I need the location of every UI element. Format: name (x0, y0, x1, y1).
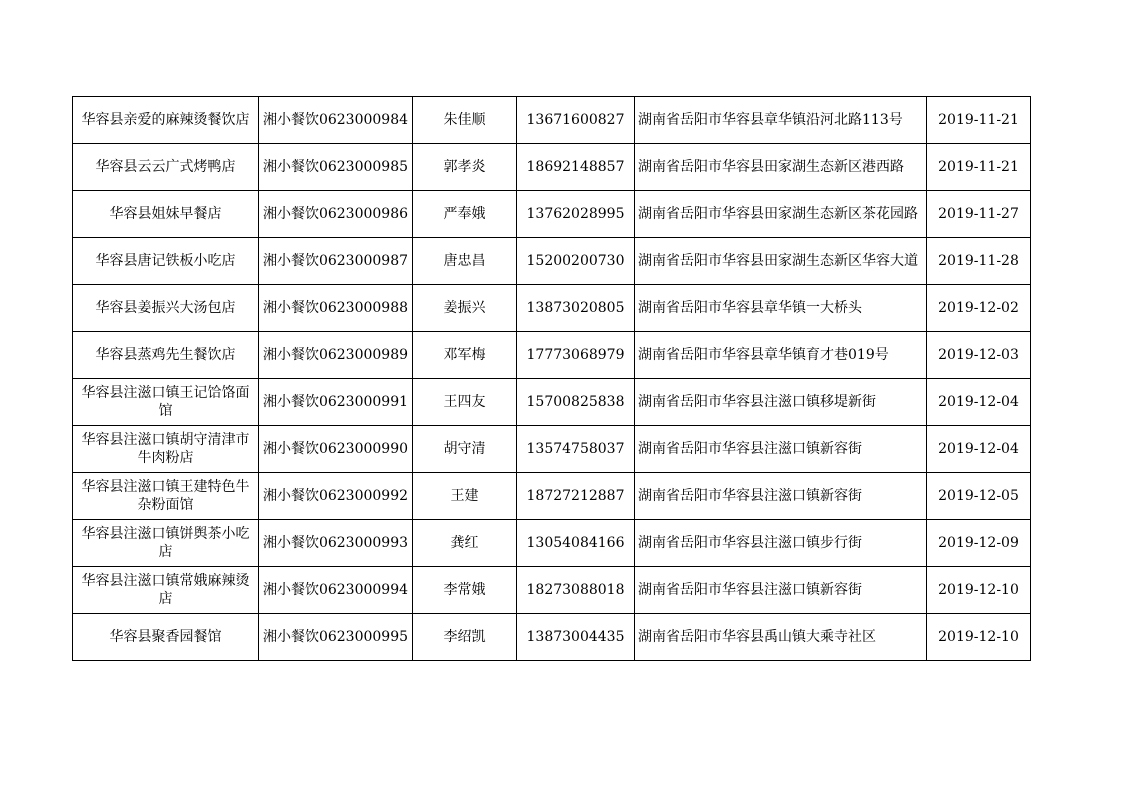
business-name-cell: 华容县云云广式烤鸭店 (73, 144, 259, 191)
table-row (73, 285, 1031, 332)
owner-name-cell: 郭孝炎 (413, 144, 517, 191)
phone-cell: 13574758037 (517, 426, 635, 473)
table-row (73, 567, 1031, 614)
owner-name-cell: 朱佳顺 (413, 97, 517, 144)
license-number-cell: 湘小餐饮0623000984 (259, 97, 413, 144)
table-row (73, 520, 1031, 567)
records-table-body (73, 97, 1031, 661)
owner-name-cell: 唐忠昌 (413, 238, 517, 285)
business-name-cell: 华容县姜振兴大汤包店 (73, 285, 259, 332)
business-name-cell: 华容县聚香园餐馆 (73, 614, 259, 661)
table-row (73, 97, 1031, 144)
date-cell: 2019-12-04 (927, 426, 1031, 473)
business-name-cell: 华容县亲爱的麻辣烫餐饮店 (73, 97, 259, 144)
date-cell: 2019-12-04 (927, 379, 1031, 426)
table-row (73, 238, 1031, 285)
license-number-cell: 湘小餐饮0623000993 (259, 520, 413, 567)
license-number-cell: 湘小餐饮0623000995 (259, 614, 413, 661)
business-name-cell: 华容县注滋口镇饼舆茶小吃店 (73, 520, 259, 567)
license-number-cell: 湘小餐饮0623000991 (259, 379, 413, 426)
address-cell: 湖南省岳阳市华容县禹山镇大乘寺社区 (635, 614, 927, 661)
license-number-cell: 湘小餐饮0623000992 (259, 473, 413, 520)
business-name-cell: 华容县注滋口镇常娥麻辣烫店 (73, 567, 259, 614)
date-cell: 2019-12-09 (927, 520, 1031, 567)
license-number-cell: 湘小餐饮0623000987 (259, 238, 413, 285)
table-row (73, 144, 1031, 191)
owner-name-cell: 李绍凯 (413, 614, 517, 661)
address-cell: 湖南省岳阳市华容县注滋口镇移堤新街 (635, 379, 927, 426)
date-cell: 2019-11-27 (927, 191, 1031, 238)
owner-name-cell: 王建 (413, 473, 517, 520)
address-cell: 湖南省岳阳市华容县注滋口镇新容街 (635, 473, 927, 520)
license-number-cell: 湘小餐饮0623000994 (259, 567, 413, 614)
table-row (73, 426, 1031, 473)
address-cell: 湖南省岳阳市华容县注滋口镇新容街 (635, 567, 927, 614)
phone-cell: 17773068979 (517, 332, 635, 379)
address-cell: 湖南省岳阳市华容县田家湖生态新区港西路 (635, 144, 927, 191)
phone-cell: 13873004435 (517, 614, 635, 661)
table-row (73, 332, 1031, 379)
phone-cell: 13873020805 (517, 285, 635, 332)
owner-name-cell: 胡守清 (413, 426, 517, 473)
address-cell: 湖南省岳阳市华容县章华镇沿河北路113号 (635, 97, 927, 144)
license-number-cell: 湘小餐饮0623000988 (259, 285, 413, 332)
owner-name-cell: 严奉娥 (413, 191, 517, 238)
business-name-cell: 华容县注滋口镇王建特色牛杂粉面馆 (73, 473, 259, 520)
phone-cell: 13054084166 (517, 520, 635, 567)
owner-name-cell: 姜振兴 (413, 285, 517, 332)
phone-cell: 18692148857 (517, 144, 635, 191)
owner-name-cell: 王四友 (413, 379, 517, 426)
business-name-cell: 华容县蒸鸡先生餐饮店 (73, 332, 259, 379)
phone-cell: 18273088018 (517, 567, 635, 614)
business-name-cell: 华容县姐妹早餐店 (73, 191, 259, 238)
phone-cell: 15700825838 (517, 379, 635, 426)
date-cell: 2019-12-10 (927, 567, 1031, 614)
address-cell: 湖南省岳阳市华容县章华镇一大桥头 (635, 285, 927, 332)
owner-name-cell: 李常娥 (413, 567, 517, 614)
date-cell: 2019-11-28 (927, 238, 1031, 285)
license-number-cell: 湘小餐饮0623000985 (259, 144, 413, 191)
date-cell: 2019-12-03 (927, 332, 1031, 379)
date-cell: 2019-12-05 (927, 473, 1031, 520)
license-number-cell: 湘小餐饮0623000990 (259, 426, 413, 473)
business-name-cell: 华容县唐记铁板小吃店 (73, 238, 259, 285)
table-row (73, 473, 1031, 520)
address-cell: 湖南省岳阳市华容县章华镇育才巷019号 (635, 332, 927, 379)
business-name-cell: 华容县注滋口镇胡守清津市牛肉粉店 (73, 426, 259, 473)
owner-name-cell: 邓军梅 (413, 332, 517, 379)
business-name-cell: 华容县注滋口镇王记饸饹面馆 (73, 379, 259, 426)
phone-cell: 15200200730 (517, 238, 635, 285)
address-cell: 湖南省岳阳市华容县注滋口镇新容街 (635, 426, 927, 473)
address-cell: 湖南省岳阳市华容县田家湖生态新区华容大道 (635, 238, 927, 285)
date-cell: 2019-11-21 (927, 97, 1031, 144)
table-row (73, 379, 1031, 426)
date-cell: 2019-11-21 (927, 144, 1031, 191)
date-cell: 2019-12-10 (927, 614, 1031, 661)
phone-cell: 13762028995 (517, 191, 635, 238)
owner-name-cell: 龚红 (413, 520, 517, 567)
table-row (73, 191, 1031, 238)
address-cell: 湖南省岳阳市华容县田家湖生态新区茶花园路 (635, 191, 927, 238)
address-cell: 湖南省岳阳市华容县注滋口镇步行街 (635, 520, 927, 567)
license-number-cell: 湘小餐饮0623000986 (259, 191, 413, 238)
phone-cell: 18727212887 (517, 473, 635, 520)
license-number-cell: 湘小餐饮0623000989 (259, 332, 413, 379)
records-table (72, 96, 1031, 661)
table-row (73, 614, 1031, 661)
date-cell: 2019-12-02 (927, 285, 1031, 332)
phone-cell: 13671600827 (517, 97, 635, 144)
